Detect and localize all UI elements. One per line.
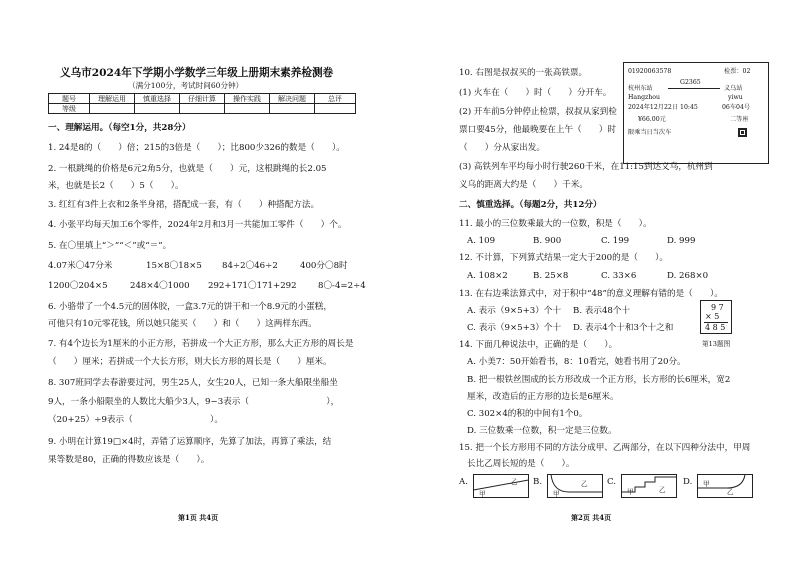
ticket-gate: 检票：02: [724, 68, 751, 75]
ticket-train: G2365: [680, 79, 701, 86]
option[interactable]: B. 900: [533, 236, 562, 246]
option[interactable]: D.: [683, 477, 693, 487]
table-cell[interactable]: [225, 104, 270, 114]
table-cell: 题号: [49, 94, 90, 104]
exam-title: 义乌市2024年下学期小学数学三年级上册期末素养检测卷: [60, 67, 334, 79]
option-cont: 厘米，改造后的正方形的边长是6厘米。: [467, 392, 619, 402]
question-10-3-cont: 义乌的距离大约是（ ）千米。: [459, 180, 588, 190]
score-table-header: [49, 94, 356, 104]
question-10-1: (1) 火车在（ ）时（ ）分开车。: [459, 88, 612, 98]
part-label: 甲: [703, 480, 710, 488]
score-table: [48, 93, 356, 114]
option[interactable]: B. 把一根铁丝围成的长方形改成一个正方形，长方形的长6厘米，宽2: [467, 375, 731, 385]
option[interactable]: A.: [459, 477, 468, 487]
part-label: 甲: [553, 490, 560, 498]
train-ticket: [623, 62, 769, 164]
option[interactable]: D. 268×0: [667, 271, 709, 281]
compare-item: 1200〇204×5: [48, 281, 108, 291]
part-label: 甲: [627, 488, 634, 496]
table-cell[interactable]: [90, 104, 135, 114]
calc-line: 9 7: [711, 303, 724, 312]
ticket-from-pinyin: Hangzhou: [628, 94, 660, 101]
option[interactable]: A. 109: [467, 236, 496, 246]
option[interactable]: A. 108×2: [467, 271, 508, 281]
option[interactable]: C.: [607, 477, 617, 487]
question-11: 11. 最小的三位数乘最大的一位数，积是（ ）。: [459, 219, 652, 229]
question-8: 8. 307班同学去春游要过河，男生25人，女生20人，已知一条大船限坐船坐: [48, 378, 338, 388]
option[interactable]: D. 999: [667, 236, 696, 246]
option[interactable]: C. 302×4的积的中间有1个0。: [467, 409, 588, 419]
part-label: 乙: [581, 480, 588, 488]
compare-item: 292+171〇171+292: [208, 281, 297, 291]
score-table-row: [49, 104, 356, 114]
ticket-datetime: 2024年12月22日 10:45: [628, 104, 698, 111]
table-cell: 理解运用: [90, 94, 135, 104]
table-cell[interactable]: [135, 104, 180, 114]
question-12: 12. 不计算，下列算式结果一定大于200的是（ ）。: [459, 253, 668, 263]
section-heading: 二、慎重选择。（每题2分，共12分）: [459, 200, 602, 210]
compare-item: 4.07米〇47分米: [48, 261, 113, 271]
question-7-cont: （ ）厘米；若拼成一个大长方形，则大长方形的周长是（ ）厘米。: [48, 357, 332, 367]
ticket-seat-class: 二等座: [730, 116, 749, 123]
exam-subtitle: （满分100分，考试时间60分钟）: [128, 81, 244, 90]
ticket-note: 限乘当日当次车: [628, 129, 672, 136]
part-label: 乙: [727, 488, 734, 496]
question-9: 9. 小明在计算19□×4时，弄错了运算顺序，先算了加法，再算了乘法，结: [48, 437, 332, 447]
question-5: 5. 在〇里填上“＞”“＜”或“＝”。: [48, 241, 172, 251]
question-10-2: (2) 开车前5分钟停止检票，叔叔从家到检: [459, 107, 617, 117]
question-8-cont: 9人，一条小船限坐的人数比大船少3人，9−3表示（ ），: [48, 397, 340, 407]
compare-item: 84÷2〇46÷2: [222, 261, 278, 271]
question-6: 6. 小骆带了一个4.5元的固体胶，一盒3.7元的饼干和一个8.9元的小蛋糕，: [48, 302, 332, 312]
question-3: 3. 红红有3件上衣和2条半身裙，搭配成一套，有（ ）种搭配方法。: [48, 200, 320, 210]
question-10: 10. 右图是叔叔买的一张高铁票。: [459, 68, 588, 78]
option[interactable]: C. 199: [601, 236, 630, 246]
compare-item: 15×8〇18×5: [146, 261, 202, 271]
table-cell: 仔细计算: [180, 94, 225, 104]
option[interactable]: B.: [533, 477, 543, 487]
ticket-to-pinyin: yiwu: [728, 94, 743, 101]
ticket-number: 01920063578: [628, 68, 672, 75]
option[interactable]: A. 表示（9×5+3）个十: [467, 306, 562, 316]
question-7: 7. 有4个边长为1厘米的小正方形，若拼成一个大正方形，那么大正方形的周长是: [48, 339, 354, 349]
ticket-seat: 06车04号: [722, 104, 751, 111]
ticket-to: 义乌站: [724, 85, 743, 92]
option[interactable]: D. 三位数乘一位数，积一定是三位数。: [467, 426, 617, 436]
question-8-cont2: （20+25）÷9表示（ ）。: [48, 415, 223, 425]
part-label: 甲: [479, 490, 486, 498]
table-cell: 总评: [315, 94, 356, 104]
question-13: 13. 在右边乘法算式中，对于积中“48”的意义理解有错的是（ ）。: [459, 289, 723, 299]
table-cell: 慎重选择: [135, 94, 180, 104]
ticket-from: 杭州东站: [628, 85, 653, 92]
table-cell: 解决问题: [270, 94, 315, 104]
arrow-icon: [668, 88, 720, 89]
question-10-2-cont2: （ ）分从家出发。: [459, 143, 545, 153]
calc-line: × 5: [705, 312, 720, 321]
question-4: 4. 小张平均每天加工6个零件，2024年2月和3月一共能加工零件（ ）个。: [48, 220, 347, 230]
page-number: 第1页 共4页: [178, 513, 219, 522]
qr-code-icon: [736, 126, 749, 139]
question-14: 14. 下面几种说法中，正确的是（ ）。: [459, 340, 618, 350]
option[interactable]: C. 33×6: [601, 271, 637, 281]
question-10-3: (3) 高铁列车平均每小时行驶260千米，在11:15到达义乌，杭州到: [459, 162, 713, 172]
option[interactable]: D. 表示4个十和3个十之和: [573, 323, 674, 333]
part-label: 乙: [659, 486, 666, 494]
option[interactable]: A. 小美7：50开始看书，8：10看完，她看书用了20分。: [467, 357, 686, 367]
calc-line: 4 8 5: [705, 323, 726, 332]
right-page: [397, 0, 794, 562]
multiplication-figure: [700, 300, 732, 334]
table-cell: 操作实践: [225, 94, 270, 104]
ticket-price: ¥66.00元: [638, 116, 666, 123]
compare-item: 248×4〇1000: [130, 281, 190, 291]
compare-item: 400分〇8时: [300, 261, 348, 271]
page-number: 第2页 共4页: [571, 513, 612, 522]
option[interactable]: C. 表示（9×5+3）个十: [467, 323, 562, 333]
table-cell: 等级: [49, 104, 90, 114]
question-6-cont: 可他只有10元零花钱，所以她只能买（ ）和（ ）这两样东西。: [48, 319, 317, 329]
question-15-cont: 长比乙周长短的是（ ）。: [467, 459, 575, 469]
option[interactable]: B. 25×8: [533, 271, 569, 281]
compare-item: 8〇-4=2÷4: [318, 281, 366, 291]
option[interactable]: B. 表示48个十: [573, 306, 631, 316]
question-10-2-cont: 票口要45分，他最晚要在上午（ ）时: [459, 125, 617, 135]
part-label: 乙: [511, 478, 518, 486]
figure-caption: 第13题图: [702, 340, 731, 348]
question-9-cont: 果等数是80，正确的得数应该是（ ）。: [48, 455, 210, 465]
table-cell[interactable]: [270, 104, 315, 114]
section-heading: 一、理解运用。（每空1分，共28分）: [48, 123, 191, 133]
table-cell[interactable]: [180, 104, 225, 114]
question-1: 1. 24是8的（ ）倍；215的3倍是（ ）；比800少326的数是（ ）。: [48, 143, 345, 153]
question-2-cont: 米，也就是长2（ ）5（ ）。: [48, 181, 184, 191]
question-15: 15. 把一个长方形用不同的方法分成甲、乙两部分，在以下四种分法中，甲周: [459, 443, 751, 453]
question-2: 2. 一根跳绳的价格是6元2角5分，也就是（ ）元，这根跳绳的长2.05: [48, 164, 327, 174]
table-cell[interactable]: [315, 104, 356, 114]
